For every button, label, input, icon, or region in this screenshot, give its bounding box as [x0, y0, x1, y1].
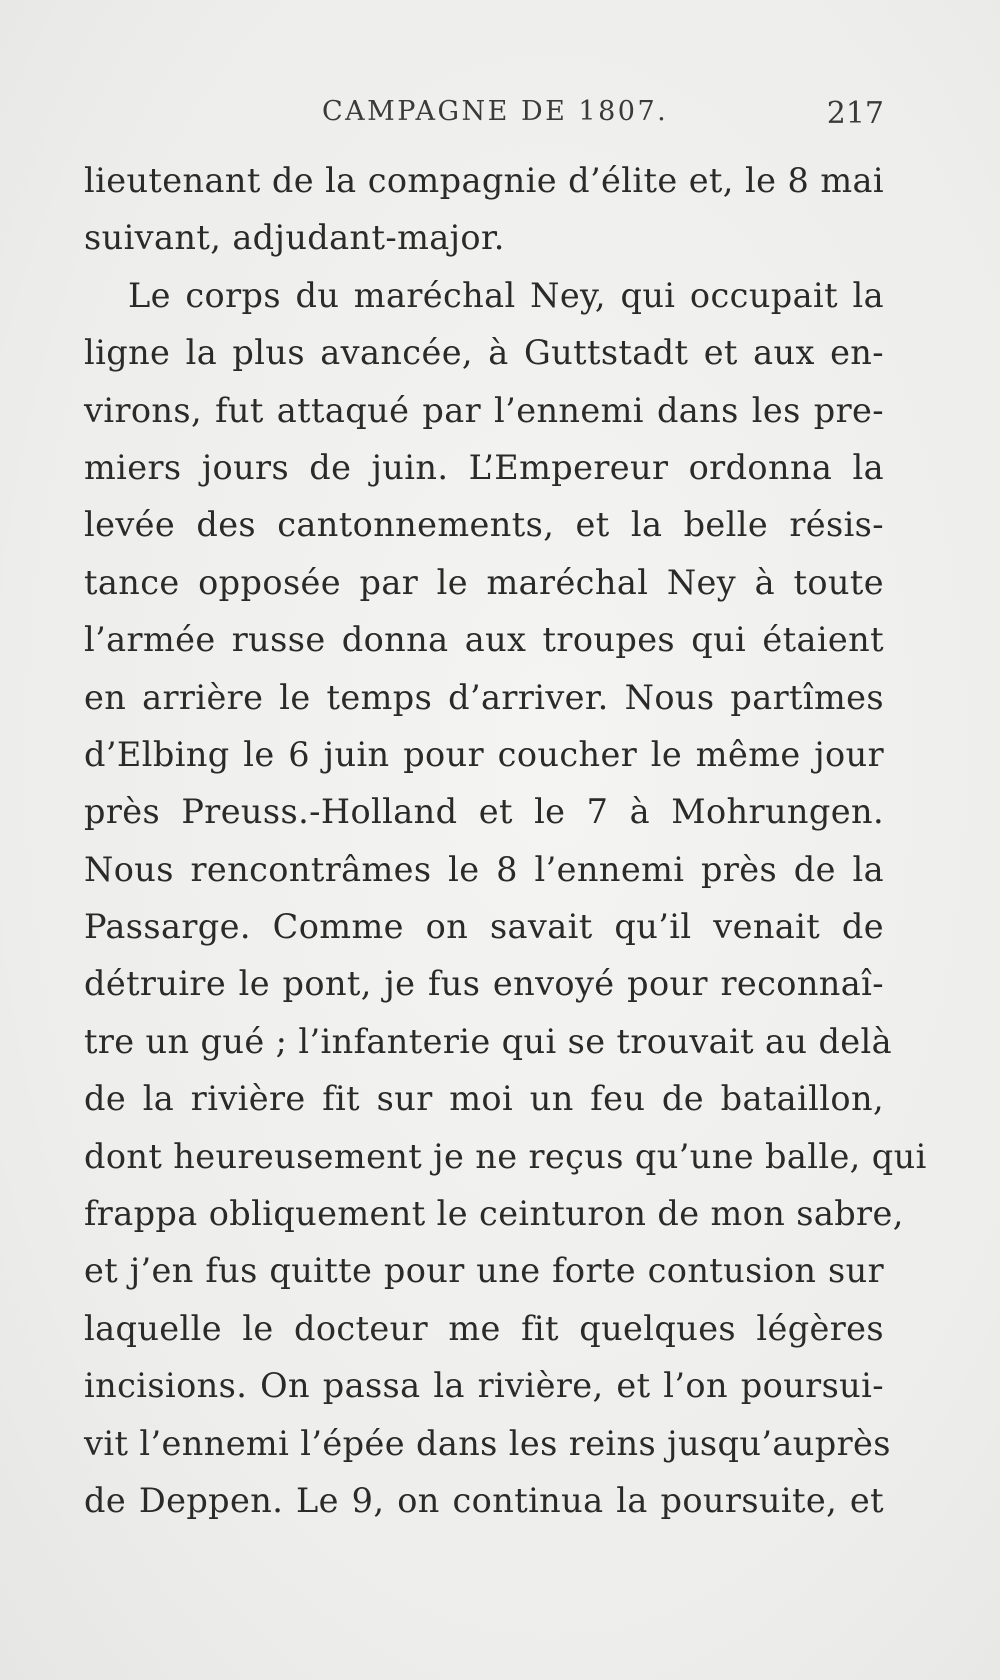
- text-line: lieutenant de la compagnie d’élite et, le 8 mai: [84, 161, 884, 200]
- text-line: vit l’ennemi l’épée dans les reins jusqu’auprès: [84, 1423, 891, 1463]
- text-line: en arrière le temps d’arriver. Nous partîmes: [84, 677, 884, 717]
- text-line: de la rivière fit sur moi un feu de bataillon,: [84, 1079, 884, 1119]
- text-line: frappa obliquement le ceinturon de mon sabre,: [84, 1194, 904, 1234]
- text-line: près Preuss.-Holland et le 7 à Mohrungen.: [84, 792, 884, 832]
- text-line: laquelle le docteur me fit quelques légères: [84, 1308, 884, 1348]
- text-line: incisions. On passa la rivière, et l’on poursui-: [84, 1366, 884, 1406]
- text-line: dont heureusement je ne reçus qu’une balle, qui: [84, 1136, 927, 1176]
- page-header: [84, 96, 884, 140]
- page-number: 217: [826, 96, 884, 131]
- text-line: miers jours de juin. L’Empereur ordonna la: [84, 447, 884, 487]
- body-text: [84, 152, 927, 1529]
- text-line: et j’en fus quitte pour une forte contusion sur: [84, 1251, 884, 1291]
- text-line: tance opposée par le maréchal Ney à toute: [84, 562, 884, 602]
- text-line: détruire le pont, je fus envoyé pour reconnaî-: [84, 964, 884, 1004]
- text-line: suivant, adjudant-major.: [84, 218, 505, 258]
- text-line: Le corps du maréchal Ney, qui occupait la: [128, 275, 884, 315]
- text-line: de Deppen. Le 9, on continua la poursuite, et: [84, 1480, 884, 1520]
- text-line: levée des cantonnements, et la belle résis-: [84, 505, 884, 545]
- text-line: Passarge. Comme on savait qu’il venait de: [84, 907, 884, 947]
- text-line: d’Elbing le 6 juin pour coucher le même jour: [84, 734, 884, 774]
- text-line: l’armée russe donna aux troupes qui étaient: [84, 620, 884, 660]
- running-head: CAMPAGNE DE 1807.: [322, 96, 669, 127]
- text-line: virons, fut attaqué par l’ennemi dans les pre-: [84, 390, 884, 430]
- text-line: Nous rencontrâmes le 8 l’ennemi près de la: [84, 849, 884, 889]
- text-line: tre un gué ; l’infanterie qui se trouvait au delà: [84, 1021, 893, 1061]
- text-line: ligne la plus avancée, à Guttstadt et aux en-: [84, 333, 884, 373]
